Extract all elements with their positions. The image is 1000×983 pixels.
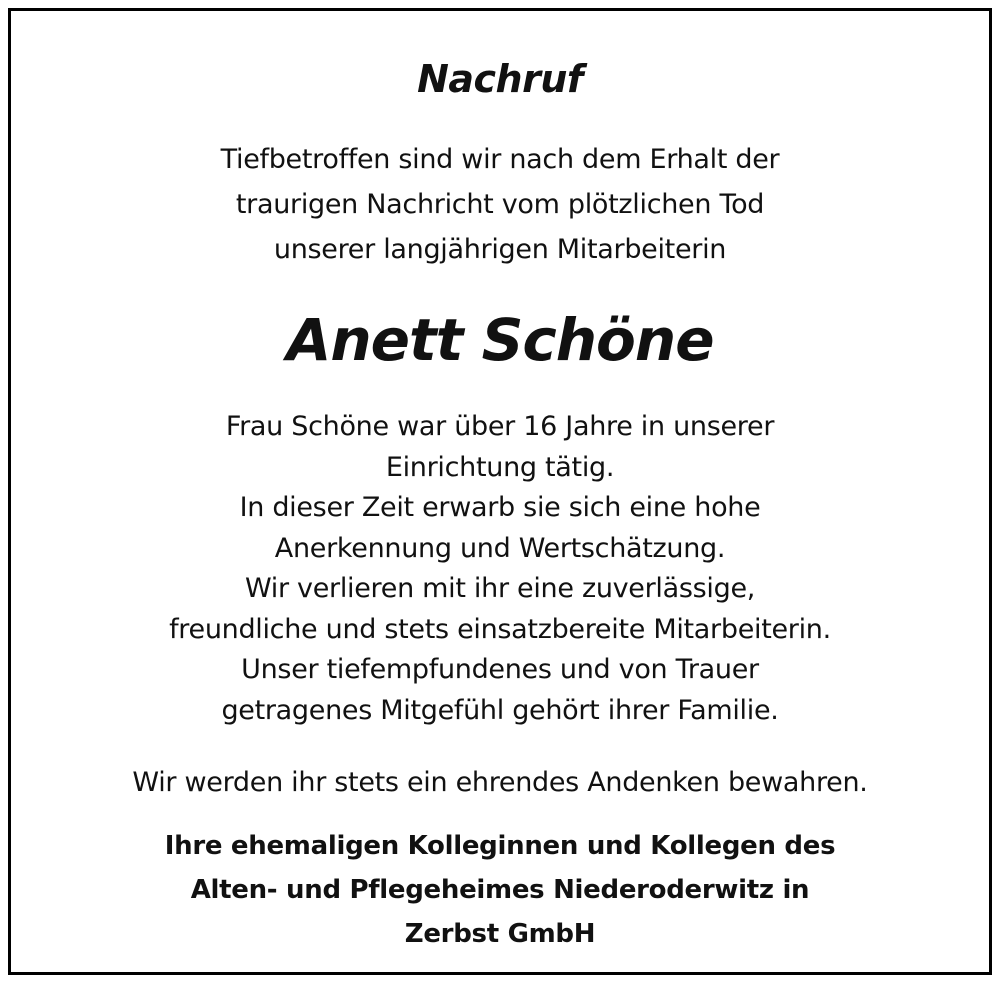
closing-line: Wir werden ihr stets ein ehrendes Andenken bewahren. <box>132 767 868 798</box>
obituary-heading: Nachruf <box>417 57 583 101</box>
obituary-content <box>11 11 989 972</box>
intro-text <box>11 137 989 272</box>
body-line: Einrichtung tätig. <box>385 451 615 483</box>
intro-line: Tiefbetroffen sind wir nach dem Erhalt der <box>220 144 780 175</box>
intro-line: traurigen Nachricht vom plötzlichen Tod <box>235 189 765 220</box>
signature-line: Zerbst GmbH <box>404 919 596 949</box>
body-line: Frau Schöne war über 16 Jahre in unserer <box>225 411 775 442</box>
body-line: Unser tiefempfundenes und von Trauer <box>241 654 759 685</box>
body-line: Anerkennung und Wertschätzung. <box>274 532 726 564</box>
signature-block <box>11 824 989 956</box>
body-line: freundliche und stets einsatzbereite Mitarbeiterin. <box>169 613 831 645</box>
intro-line: unserer langjährigen Mitarbeiterin <box>273 234 727 265</box>
signature-line: Alten- und Pflegeheimes Niederoderwitz in <box>190 875 810 905</box>
deceased-name: Anett Schöne <box>286 306 714 374</box>
body-line: In dieser Zeit erwarb sie sich eine hohe <box>239 492 761 523</box>
body-line: Wir verlieren mit ihr eine zuverlässige, <box>244 573 756 604</box>
signature-line: Ihre ehemaligen Kolleginnen und Kollegen des <box>164 831 836 861</box>
obituary-frame <box>8 8 992 975</box>
body-line: getragenes Mitgefühl gehört ihrer Familie. <box>221 694 779 726</box>
body-text <box>11 407 989 731</box>
